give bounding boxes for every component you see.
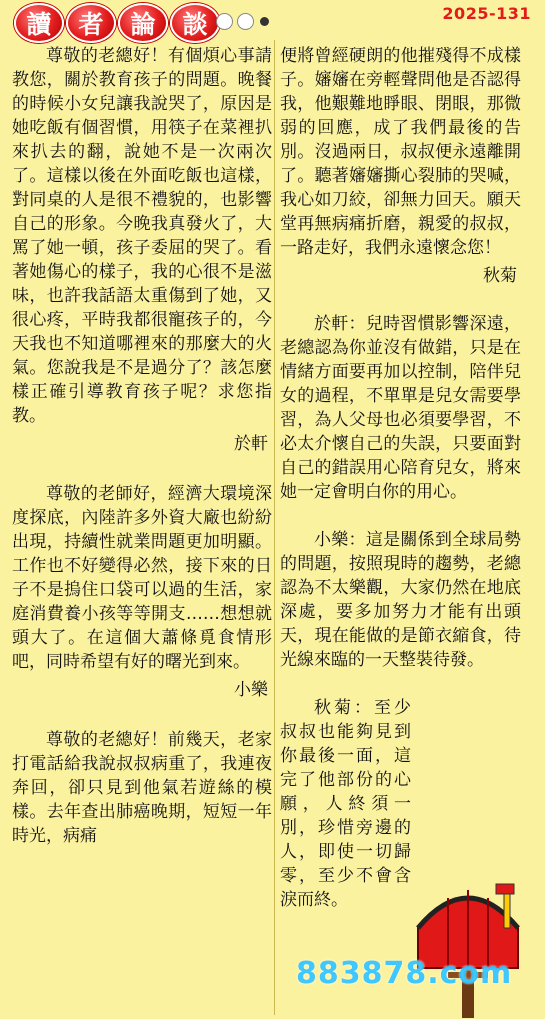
issue-number: 2025-131 <box>442 4 531 23</box>
circle-icon <box>216 13 233 30</box>
reply-text: 小樂：這是關係到全球局勢的問題，按照現時的趨勢，老總認為不太樂觀，大家仍然在地底深處，要多加努力才能有出頭天，現在能做的是節衣縮食，待光線來臨的一天整裝待發。 <box>280 530 521 670</box>
letter-text: 尊敬的老師好，經濟大環境深度探底，內陸許多外資大廠也紛紛出現，持續性就業問題更加明顯。工作也不好變得必然，接下來的日子不是摀住口袋可以過的生活，家庭消費養小孩等等開支……想想就頭大了。在這個大蕭條覓食情形吧，同時希望有好的曙光到來。 <box>12 484 272 672</box>
title-char: 讀 <box>14 3 64 43</box>
letter-text: 尊敬的老總好！前幾天，老家打電話給我說叔叔病重了，我連夜奔回，卻只見到他氣若遊絲的模樣。去年查出肺癌晚期，短短一年時光，病痛 <box>12 730 272 846</box>
letter-continuation: 便將曾經硬朗的他摧殘得不成樣子。嬸嬸在旁輕聲問他是否認得我，他艱難地睜眼、閉眼，那微弱的回應，成了我們最後的告別。沒過兩日，叔叔便永遠離開了。聽著嬸嬸撕心裂肺的哭喊，我心如刀絞，卻無力回天。願天堂再無病痛折磨，親愛的叔叔，一路走好，我們永遠懷念您！ <box>280 46 521 258</box>
letter-signature: 小樂 <box>234 680 268 700</box>
letter-signature: 秋菊 <box>483 266 517 286</box>
letter-signature: 於軒 <box>234 434 268 454</box>
mailbox-icon <box>408 868 528 1018</box>
page-header <box>0 0 545 40</box>
left-column <box>12 44 272 848</box>
watermark: 883878.com <box>296 956 513 991</box>
reply-text: 於軒：兒時習慣影響深遠，老總認為你並沒有做錯，只是在情緒方面要再加以控制，陪伴兒女的過程，不單單是兒女需要學習，為人父母也必須要學習，不必太介懷自己的失誤，只要面對自己的錯誤用心陪育兒女，將來她一定會明白你的用心。 <box>280 314 521 502</box>
column-divider <box>274 40 275 1015</box>
decorative-dots <box>216 13 269 30</box>
title-char: 者 <box>66 3 116 43</box>
right-column <box>280 44 521 912</box>
title-char: 論 <box>118 3 168 43</box>
column-title <box>14 3 220 43</box>
title-char: 談 <box>170 3 220 43</box>
letter-text: 尊敬的老總好！有個煩心事請教您，關於教育孩子的問題。晚餐的時候小女兒讓我說哭了，原因是她吃飯有個習慣，用筷子在菜裡扒來扒去的翻，說她不是一次兩次了。這樣以後在外面吃飯也這樣，對同桌的人是很不禮貌的，也影響自己的形象。今晚我真發火了，大罵了她一頓，孩子委屈的哭了。看著她傷心的樣子，我的心很不是滋味，也許我話語太重傷到了她，又很心疼，平時我都很寵孩子的，今天我也不知道哪裡來的那麼大的火氣。您說我是不是過分了？該怎麼樣正確引導教育孩子呢？求您指教。 <box>12 46 272 426</box>
dot-icon <box>260 17 269 26</box>
reply-text: 秋菊：至少叔叔也能夠見到你最後一面，這完了他部份的心願，人終須一別，珍惜旁邊的人，即使一切歸零，至少不會含淚而終。 <box>280 698 411 910</box>
circle-icon <box>237 13 254 30</box>
